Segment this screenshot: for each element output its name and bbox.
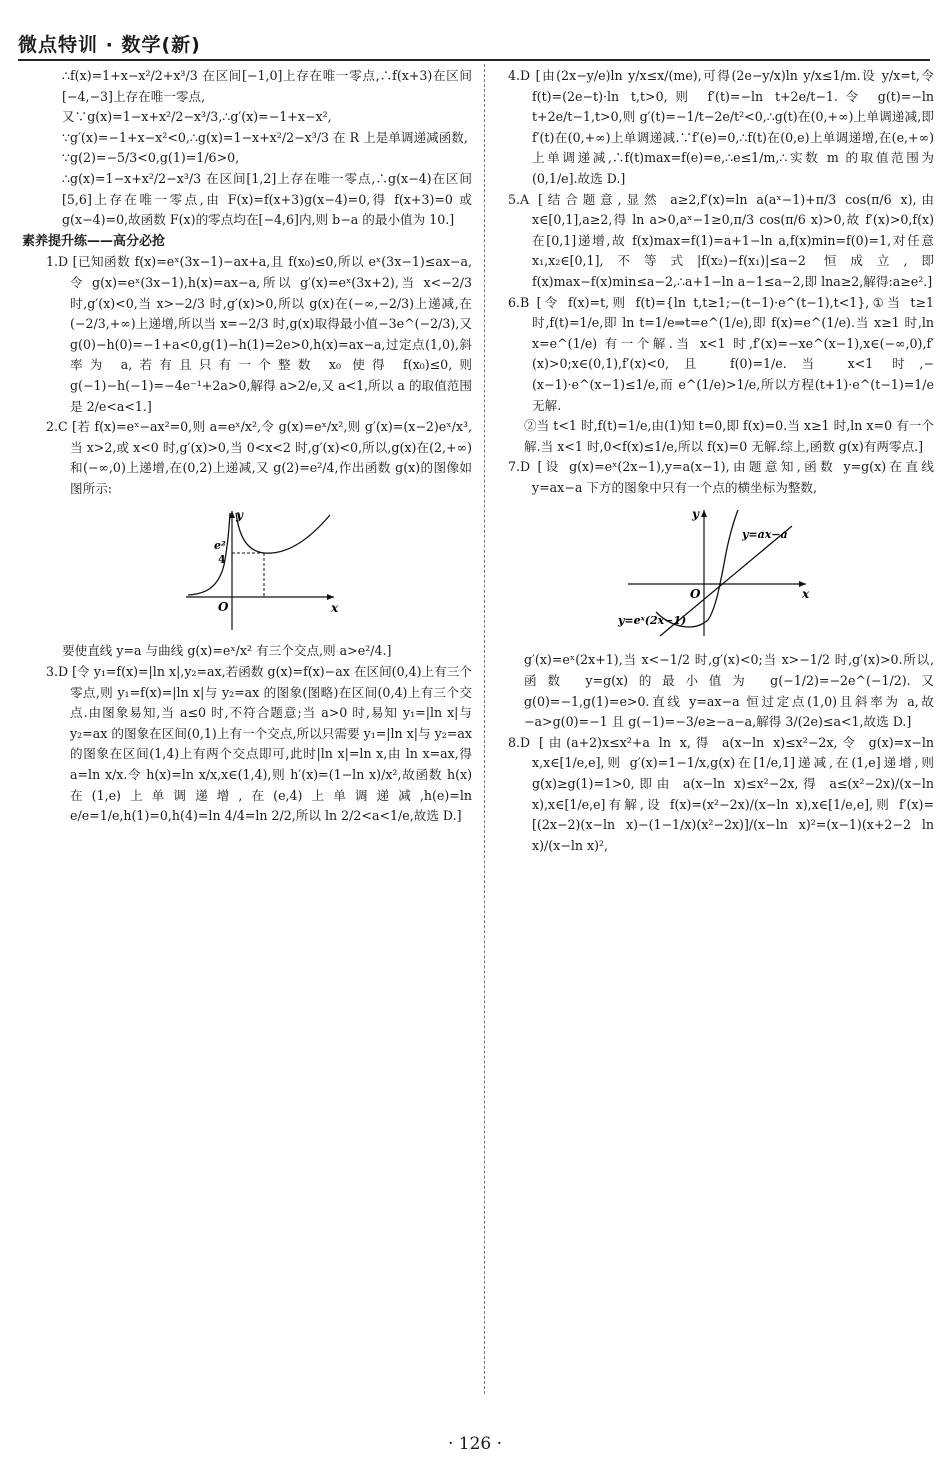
solution-continuation-3: ∵g′(x)=−1+x−x²<0,∴g(x)=1−x+x²/2−x³/3 在 R 上是单调递减函数, <box>62 129 468 145</box>
x-axis-label: x <box>802 587 810 602</box>
answer-8: 8.D [由(a+2)x≤x²+a ln x,得 a(x−ln x)≤x²−2x,令 g(x)=x−ln x,x∈[1/e,e],则 g′(x)=1−1/x,g(x)在[1/e,1]递减,在(1,e]递增,则 g(x)≥g(1)=1>0,即由 a(x−ln x)≤x²−2x,得 a≤(x²−2x)/(x−ln x),x∈[1/e,e]有解,设 f(x)=(x²−2x)/(x−ln x),x∈[1/e,e],则 f′(x)=[(2x−2)(x−ln x)−(1−1/x)(x²−2x)]/(x−ln x)²=(x−1)(x+2−2 ln x)/(x−ln x)², <box>508 734 934 853</box>
y-axis-label: y <box>692 507 699 522</box>
origin-label: O <box>218 600 229 615</box>
curve-y-ex-2x-1 <box>656 510 738 627</box>
graph-g-x <box>174 505 344 635</box>
four-label: 4 <box>218 553 226 567</box>
right-column <box>508 66 934 856</box>
section-title: 素养提升练——高分必抢 <box>22 233 166 249</box>
origin-label: O <box>690 587 701 602</box>
graph-line-and-curve <box>616 504 826 644</box>
x-axis-arrow <box>327 594 334 600</box>
answer-7-part-2: g′(x)=eˣ(2x+1),当 x<−1/2 时,g′(x)<0;当 x>−1/2 时,g′(x)>0.所以,函数 y=g(x)的最小值为 g(−1/2)=−2e^(−1/2).又 g(0)=−1,g(1)=e>0.直线 y=ax−a 恒过定点(1,0)且斜率为 a,故−a>g(0)=−1 且 g(−1)=−3/e≥−a−a,解得 3/(2e)≤a<1,故选 D.] <box>524 652 934 730</box>
solution-continuation-1: ∴f(x)=1+x−x²/2+x³/3 在区间[−1,0]上存在唯一零点,∴f(x+3)在区间[−4,−3]上存在唯一零点, <box>62 68 472 104</box>
solution-continuation-4: ∵g(2)=−5/3<0,g(1)=1/6>0, <box>62 150 240 166</box>
y-axis-arrow <box>701 510 707 517</box>
solution-continuation-5: ∴g(x)=1−x+x²/2−x³/3 在区间[1,2]上存在唯一零点,∴g(x−4)在区间[5,6]上存在唯一零点,由 F(x)=f(x+3)g(x−4)=0,得 f(x+3)=0 或 g(x−4)=0,故函数 F(x)的零点均在[−4,6]内,则 b−a 的最小值为 10.] <box>62 170 472 228</box>
book-title: 微点特训 · 数学(新) <box>18 34 201 56</box>
answer-6-part-2: ②当 t<1 时,f(t)=1/e,由(1)知 t=0,即 f(x)=0.当 x≥1 时,ln x=0 有一个解.当 x<1 时,0<f(x)≤1/e,所以 f(x)=0 无解.综上,函数 g(x)有两零点.] <box>524 418 934 454</box>
right-branch-curve <box>236 513 330 553</box>
answer-2-part-1: 2.C [若 f(x)=eˣ−ax²=0,则 a=eˣ/x²,令 g(x)=eˣ/x²,则 g′(x)=(x−2)eˣ/x³,当 x>2,或 x<0 时,g′(x)>0,当 0<x<2 时,g′(x)<0,所以,g(x)在(2,+∞)和(−∞,0)上递增,在(0,2)上递减,又 g(2)=e²/4,作出函数 g(x)的图像如图所示: <box>46 419 472 496</box>
page-header <box>18 30 930 61</box>
curve-label: y=eˣ(2x−1) <box>618 614 687 628</box>
answer-2-part-2: 要使直线 y=a 与曲线 g(x)=eˣ/x² 有三个交点,则 a>e²/4.] <box>62 643 392 659</box>
line-label: y=ax−a <box>742 528 788 542</box>
column-divider <box>484 64 485 1394</box>
y-axis-label: y <box>236 508 243 523</box>
answer-5: 5.A [结合题意,显然 a≥2,f′(x)=ln a(aˣ−1)+π/3 cos(π/6 x),由 x∈[0,1],a≥2,得 ln a>0,aˣ−1≥0,π/3 cos(π/6 x)>0,故 f′(x)>0,f(x)在[0,1]递增,故 f(x)max=f(1)=a+1−ln a,f(x)min=f(0)=1,对任意 x₁,x₂∈[0,1],不等式|f(x₂)−f(x₁)|≤a−2 恒成立,即 f(x)max−f(x)min≤a−2,∴a+1−ln a−1≤a−2,即 lna≥2,解得:a≥e².] <box>508 191 934 289</box>
answer-6-part-1: 6.B [令 f(x)=t,则 f(t)={ln t,t≥1;−(t−1)·e^(t−1),t<1},①当 t≥1 时,f(t)=1/e,即 ln t=1/e⇒t=e^(1/e),即 f(x)=e^(1/e).当 x≥1 时,ln x=e^(1/e) 有一个解.当 x<1 时,f′(x)=−xe^(x−1),x∈(−∞,0),f′(x)>0;x∈(0,1),f′(x)<0,且 f(0)=1/e.当 x<1 时,−(x−1)·e^(x−1)≤1/e,而 e^(1/e)>1/e,所以方程(t+1)·e^(t−1)=1/e 无解. <box>508 294 934 413</box>
solution-continuation-2: 又∵g(x)=1−x+x²/2−x³/3,∴g′(x)=−1+x−x², <box>62 109 332 125</box>
answer-1: 1.D [已知函数 f(x)=eˣ(3x−1)−ax+a,且 f(x₀)≤0,所以 eˣ(3x−1)≤ax−a,令 g(x)=eˣ(3x−1),h(x)=ax−a,所以 g′(x)=eˣ(3x+2),当 x<−2/3 时,g′(x)<0,当 x>−2/3 时,g′(x)>0,所以 g(x)在(−∞,−2/3)上递减,在(−2/3,+∞)上递增,所以当 x=−2/3 时,g(x)取得最小值−3e^(−2/3),又 g(0)−h(0)=−1+a<0,g(1)−h(1)=2e>0,h(x)=ax−a,过定点(1,0),斜率为 a,若有且只有一个整数 x₀ 使得 f(x₀)≤0,则 g(−1)−h(−1)=−4e⁻¹+2a>0,解得 a>2/e,又 a<1,所以 a 的取值范围是 2/e<a<1.] <box>46 254 472 414</box>
answer-4: 4.D [由(2x−y/e)ln y/x≤x/(me),可得(2e−y/x)ln y/x≤1/m.设 y/x=t,令 f(t)=(2e−t)·ln t,t>0,则 f′(t)=−ln t+2e/t−1.令 g(t)=−ln t+2e/t−1,t>0,则 g′(t)=−1/t−2e/t²<0,∴g(t)在(0,+∞)上单调递减,即 f′(t)在(0,+∞)上单调递减.∵f′(e)=0,∴f(t)在(0,e)上单调递增,在(e,+∞)上单调递减,∴f(t)max=f(e)=e,∴e≤1/m,∴实数 m 的取值范围为(0,1/e].故选 D.] <box>508 68 934 186</box>
answer-3: 3.D [令 y₁=f(x)=|ln x|,y₂=ax,若函数 g(x)=f(x)−ax 在区间(0,4)上有三个零点,则 y₁=f(x)=|ln x|与 y₂=ax 的图象(图略)在区间(0,4)上有三个交点.由图象易知,当 a≤0 时,不符合题意;当 a>0 时,易知 y₁=|ln x|与 y₂=ax 的图象在区间(0,1)上有一个交点,所以只需要 y₁=|ln x|与 y₂=ax 的图象在区间(1,4)上有两个交点即可,此时|ln x|=ln x,由 ln x=ax,得 a=ln x/x.令 h(x)=ln x/x,x∈(1,4),则 h′(x)=(1−ln x)/x²,故函数 h(x)在(1,e)上单调递增,在(e,4)上单调递减,h(e)=ln e/e=1/e,h(1)=0,h(4)=ln 4/4=ln 2/2,所以 ln 2/2<a<1/e,故选 D.] <box>46 664 472 824</box>
left-column <box>22 66 472 827</box>
answer-7-part-1: 7.D [设 g(x)=eˣ(2x−1),y=a(x−1),由题意知,函数 y=g(x)在直线 y=ax−a 下方的图象中只有一个点的横坐标为整数, <box>508 459 934 495</box>
page-number: · 126 · <box>447 1434 503 1454</box>
x-axis-label: x <box>331 601 339 616</box>
e-squared-label: e² <box>214 539 226 553</box>
